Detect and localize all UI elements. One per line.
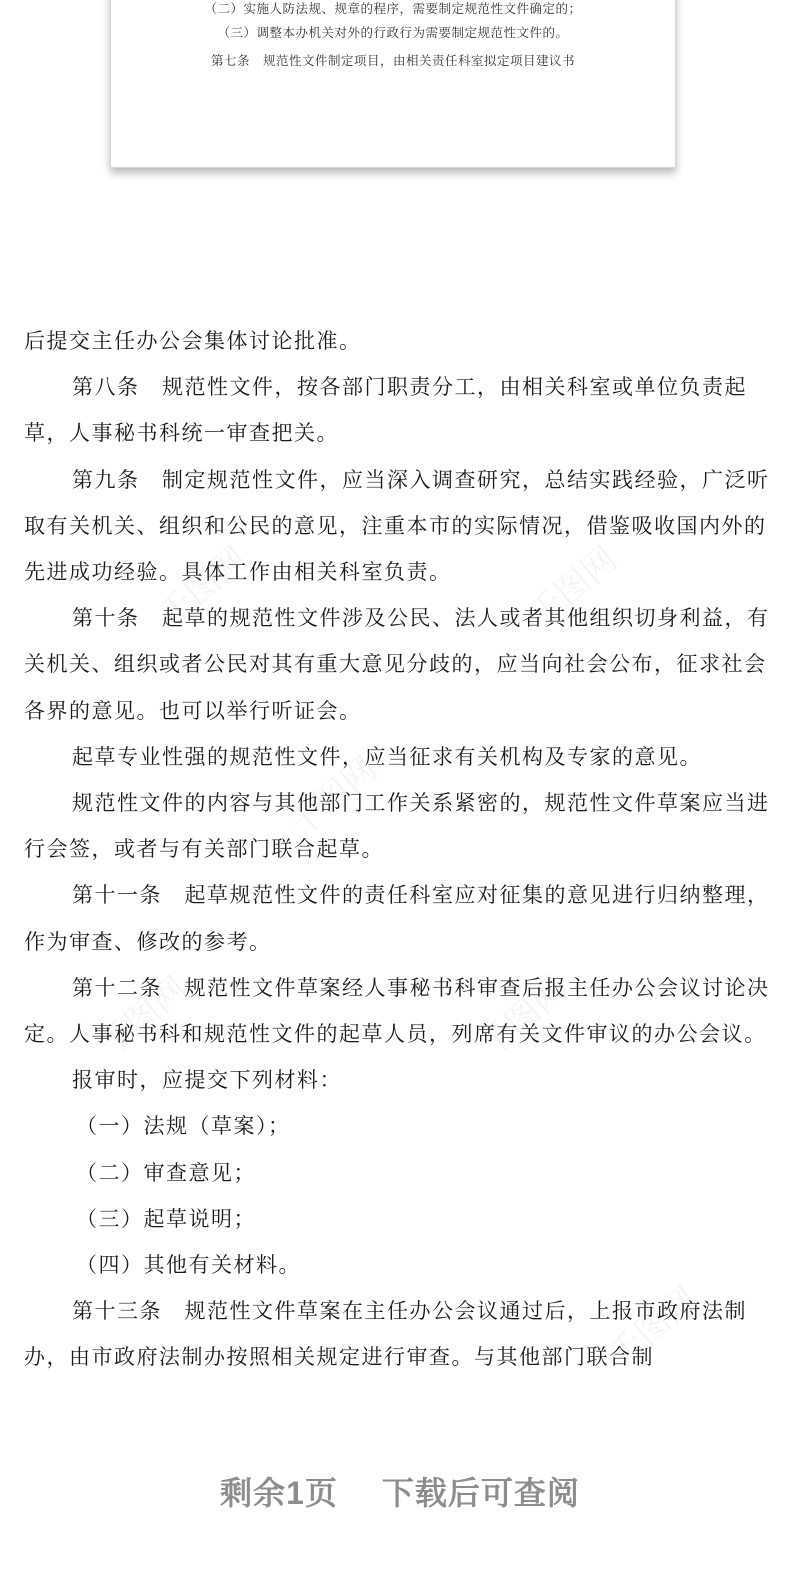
preview-page-card — [110, 0, 676, 168]
article-8: 第八条 规范性文件，按各部门职责分工，由相关科室或单位负责起草，人事秘书科统一审查把关。 — [24, 375, 747, 446]
doc-paragraph: 规范性文件的内容与其他部门工作关系紧密的，规范性文件草案应当进行会签，或者与有关部门联合起草。 — [24, 791, 770, 862]
download-hint-label: 下载后可查阅 — [381, 1475, 580, 1511]
preview-line: （三）调整本办机关对外的行政行为需要制定规范性文件的。 — [217, 25, 569, 40]
doc-paragraph: 起草专业性强的规范性文件，应当征求有关机构及专家的意见。 — [72, 744, 702, 769]
article-11: 第十一条 起草规范性文件的责任科室应对征集的意见进行归纳整理，作为审查、修改的参考。 — [24, 883, 770, 954]
doc-paragraph: 后提交主任办公会集体讨论批准。 — [24, 329, 362, 353]
document-body — [24, 318, 772, 1381]
doc-paragraph: 报审时，应提交下列材料： — [72, 1068, 342, 1093]
article-9: 第九条 制定规范性文件，应当深入调查研究，总结实践经验，广泛听取有关机关、组织和公民的意见，注重本市的实际情况，借鉴吸收国内外的先进成功经验。具体工作由相关科室负责。 — [24, 467, 770, 585]
download-notice[interactable] — [0, 1468, 800, 1514]
list-item: （四）其他有关材料。 — [76, 1253, 301, 1278]
article-12: 第十二条 规范性文件草案经人事秘书科审查后报主任办公会议讨论决定。人事秘书科和规范性文件的起草人员，列席有关文件审议的办公会议。 — [24, 975, 770, 1047]
preview-line: 第七条 规范性文件制定项目，由相关责任科室拟定项目建议书 — [210, 53, 575, 68]
remaining-pages-label: 剩余1页 — [220, 1475, 338, 1511]
article-10: 第十条 起草的规范性文件涉及公民、法人或者其他组织切身利益，有关机关、组织或者公民对其有重大意见分歧的，应当向社会公布，征求社会各界的意见。也可以举行听证会。 — [24, 606, 770, 723]
list-item: （二）审查意见； — [76, 1160, 256, 1185]
list-item: （一）法规（草案）； — [76, 1114, 291, 1139]
list-item: （三）起草说明； — [76, 1206, 256, 1231]
article-13: 第十三条 规范性文件草案在主任办公会议通过后，上报市政府法制办，由市政府法制办按照相关规定进行审查。与其他部门联合制 — [24, 1299, 747, 1370]
preview-line: （二）实施人防法规、规章的程序，需要制定规范性文件确定的； — [204, 1, 582, 16]
